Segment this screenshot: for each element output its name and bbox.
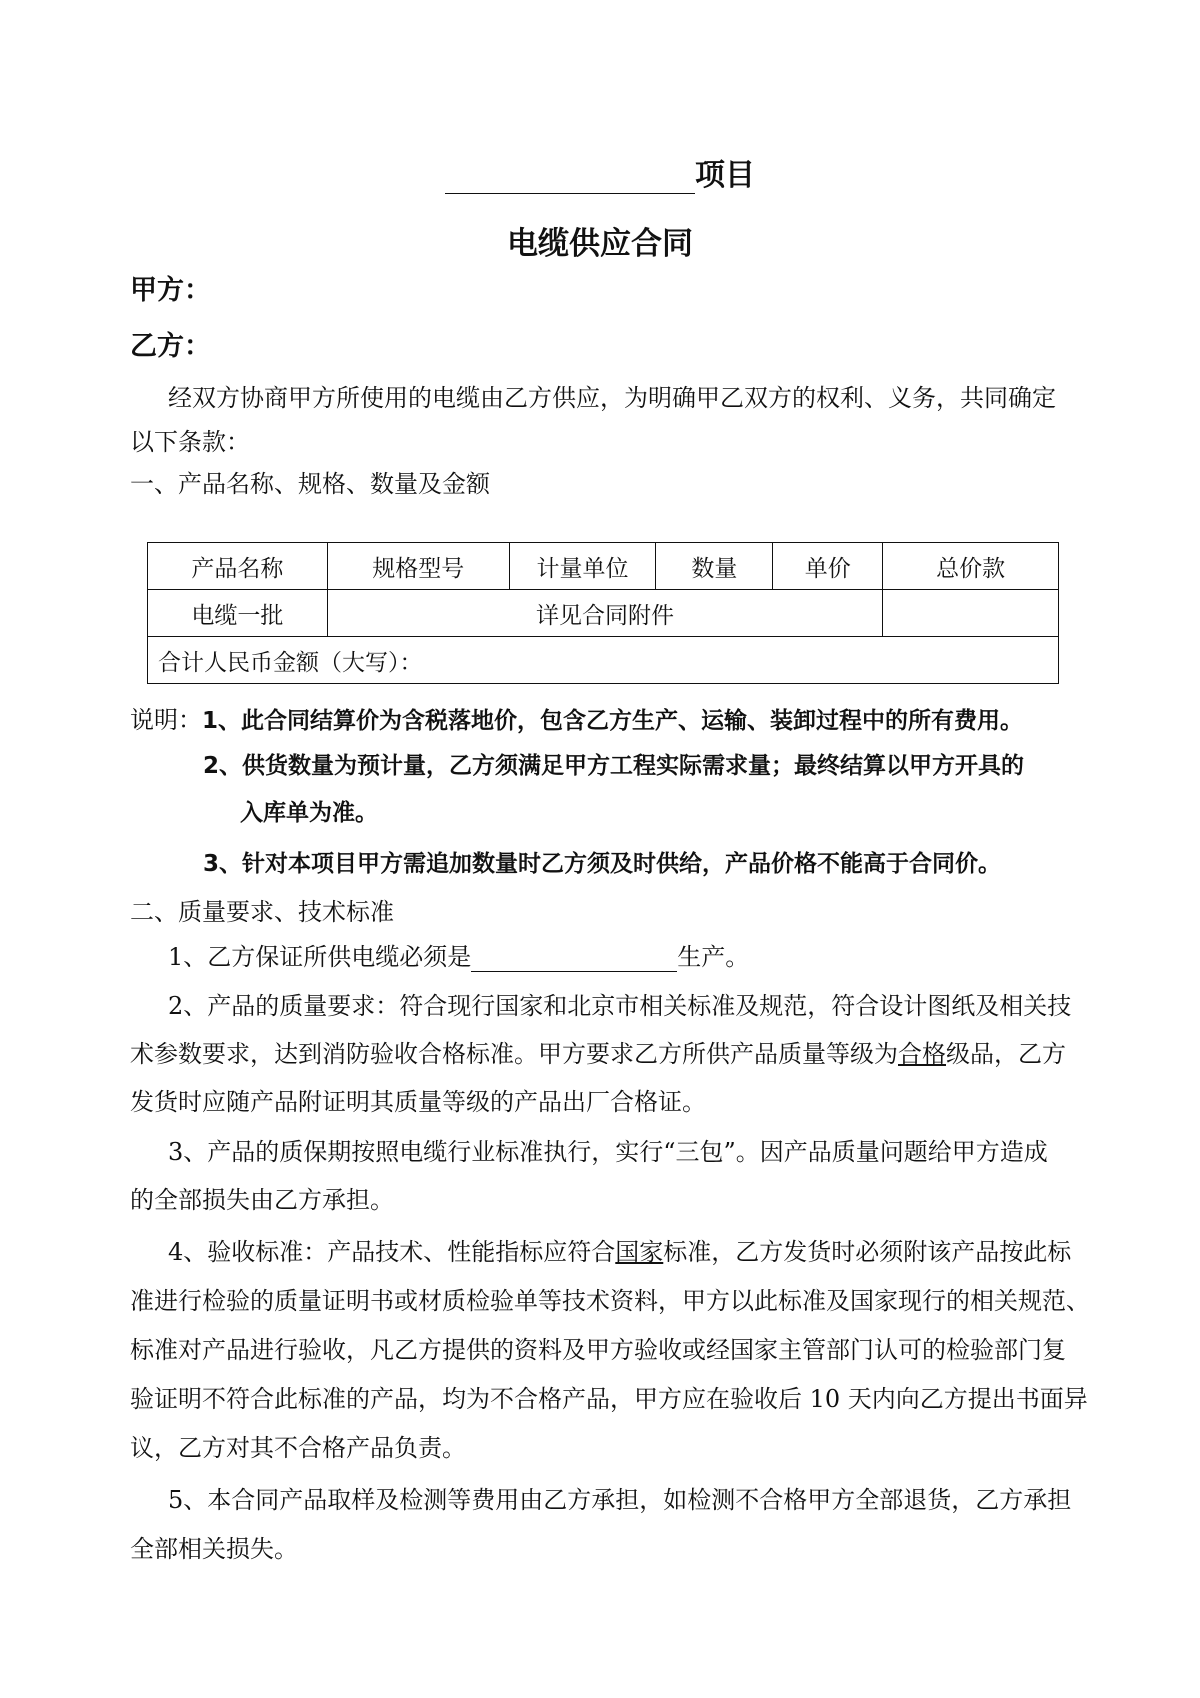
party-a-label: 甲方： (130, 275, 211, 306)
table-sum-row (148, 637, 1059, 684)
table-header-cell: 数量 (656, 543, 773, 590)
quality-grade: 合格 (898, 1040, 946, 1068)
clause-4-line-4: 验证明不符合此标准的产品，均为不合格产品，甲方应在验收后 10 天内向乙方提出书面异 (130, 1385, 1088, 1413)
clause-4-line-2: 准进行检验的质量证明书或材质检验单等技术资料，甲方以此标准及国家现行的相关规范、 (130, 1287, 1090, 1315)
clause-4-line-1 (168, 1232, 1071, 1267)
table-header-cell: 规格型号 (327, 543, 509, 590)
intro-line-1: 经双方协商甲方所使用的电缆由乙方供应，为明确甲乙双方的权利、义务，共同确定 (168, 384, 1056, 412)
clause-2-text: 术参数要求，达到消防验收合格标准。甲方要求乙方所供产品质量等级为 (130, 1040, 898, 1068)
clause-5-line-1: 5、本合同产品取样及检测等费用由乙方承担，如检测不合格甲方全部退货，乙方承担 (168, 1486, 1072, 1514)
table-header-row (148, 543, 1059, 590)
table-header-cell: 计量单位 (509, 543, 656, 590)
table-header-cell: 单价 (773, 543, 883, 590)
clause-1 (168, 937, 749, 972)
section-1-heading: 一、产品名称、规格、数量及金额 (130, 470, 490, 498)
note-2-line-2: 入库单为准。 (240, 800, 378, 826)
clause-3-line-1: 3、产品的质保期按照电缆行业标准执行，实行“三包”。因产品质量问题给甲方造成 (168, 1138, 1048, 1166)
note-2-line-1: 2、供货数量为预计量，乙方须满足甲方工程实际需求量；最终结算以甲方开具的 (203, 753, 1025, 779)
sum-label-cell: 合计人民币金额（大写）： (148, 637, 1059, 684)
table-header-cell: 产品名称 (148, 543, 328, 590)
clause-1-suffix: 生产。 (677, 943, 750, 971)
clause-4-text: 4、验收标准：产品技术、性能指标应符合 (168, 1238, 616, 1266)
clause-2-line-1: 2、产品的质量要求：符合现行国家和北京市相关标准及规范，符合设计图纸及相关技 (168, 992, 1072, 1020)
manufacturer-blank (471, 943, 677, 972)
clause-2-text-tail: 级品，乙方 (946, 1040, 1066, 1068)
note-1: 1、此合同结算价为含税落地价，包含乙方生产、运输、装卸过程中的所有费用。 (202, 708, 1024, 734)
product-total-cell (883, 590, 1059, 637)
product-detail-cell: 详见合同附件 (327, 590, 882, 637)
project-name-blank (445, 158, 695, 194)
table-row (148, 590, 1059, 637)
table-header-cell: 总价款 (883, 543, 1059, 590)
clause-4-line-3: 标准对产品进行验收，凡乙方提供的资料及甲方验收或经国家主管部门认可的检验部门复 (130, 1336, 1066, 1364)
party-b-label: 乙方： (130, 331, 211, 362)
project-title (0, 150, 1200, 194)
clause-5-line-2: 全部相关损失。 (130, 1535, 298, 1563)
notes-label: 说明： (130, 706, 202, 734)
note-3: 3、针对本项目甲方需追加数量时乙方须及时供给，产品价格不能高于合同价。 (203, 851, 1002, 877)
standard-level: 国家 (615, 1238, 664, 1266)
project-suffix: 项目 (695, 158, 755, 193)
clause-4-text-tail: 标准，乙方发货时必须附该产品按此标 (663, 1238, 1072, 1266)
product-table (147, 542, 1059, 684)
clause-2-line-2 (130, 1034, 1066, 1069)
clause-1-text: 1、乙方保证所供电缆必须是 (168, 943, 472, 971)
note-1-line (130, 700, 1023, 735)
product-name-cell: 电缆一批 (148, 590, 328, 637)
clause-2-line-3: 发货时应随产品附证明其质量等级的产品出厂合格证。 (130, 1088, 706, 1116)
section-2-heading: 二、质量要求、技术标准 (130, 898, 394, 926)
contract-title: 电缆供应合同 (507, 226, 693, 262)
clause-4-line-5: 议，乙方对其不合格产品负责。 (130, 1434, 466, 1462)
clause-3-line-2: 的全部损失由乙方承担。 (130, 1186, 394, 1214)
intro-line-2: 以下条款： (130, 428, 250, 456)
